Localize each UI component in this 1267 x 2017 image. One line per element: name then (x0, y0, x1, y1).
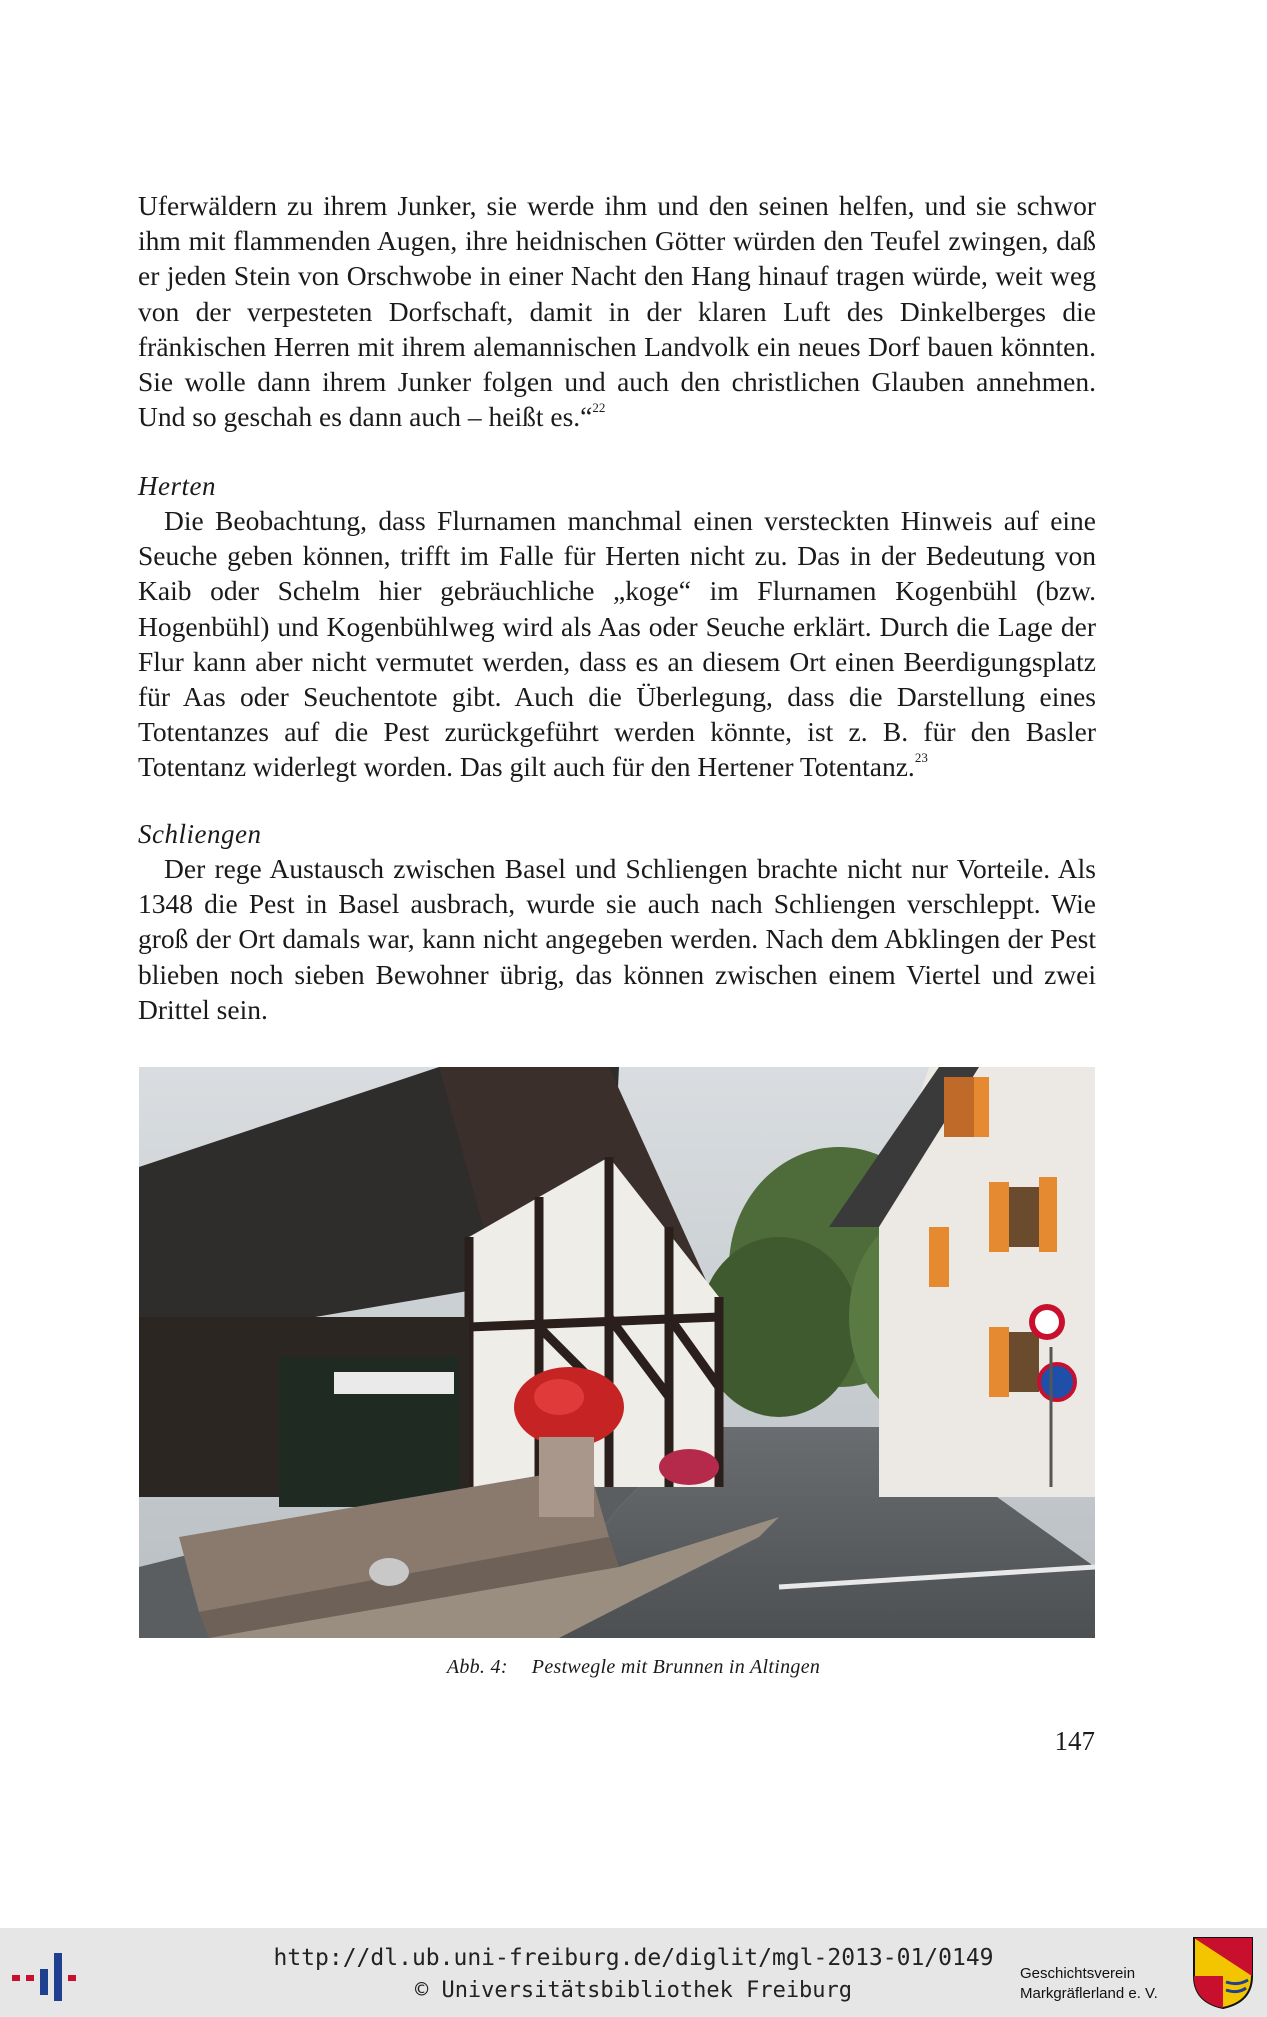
society-line-2: Markgräflerland e. V. (1020, 1985, 1158, 2002)
coat-of-arms-icon (1192, 1936, 1254, 2010)
caption-text: Pestwegle mit Brunnen in Altingen (531, 1656, 821, 1678)
herten-paragraph: Die Beobachtung, dass Flurnamen manchmal einen versteckten Hinweis auf eine Seuche geben können, trifft im Falle für Herten nicht zu. Das in der Bedeutung von Kaib oder Schelm hier gebräuchliche „koge“ im Flurnamen Kogenbühl (bzw. Hogenbühl) und Kogenbühlweg wird als Aas oder Seuche erklärt. Durch die Lage der Flur kann aber nicht vermutet werden, dass es an diesem Ort einen Beerdigungsplatz für Aas oder Seuchentote gibt. Auch die Überlegung, dass die Darstellung eines Totentanzes auf die Pest zurückgeführt werden könnte, ist z. B. für den Basler Totentanz widerlegt worden. Das gilt auch für den Hertener Totentanz.$^{23}$ (138, 505, 1096, 783)
photo-half-timbered-house (139, 1067, 1095, 1638)
heading-herten: Herten (138, 471, 216, 501)
footer-bar (0, 1928, 1267, 2017)
footer-url-link[interactable]: http://dl.ub.uni-freiburg.de/diglit/mgl-2013-01/0149 (273, 1945, 994, 1971)
heading-schliengen: Schliengen (138, 819, 262, 849)
page-number: 147 (1054, 1726, 1095, 1756)
footnote-ref-23[interactable]: 23 (914, 750, 928, 766)
schliengen-paragraph: Der rege Austausch zwischen Basel und Schliengen brachte nicht nur Vorteile. Als 1348 die Pest in Basel ausbrach, wurde sie auch nach Schliengen verschleppt. Wie groß der Ort damals war, kann nicht angegeben werden. Nach dem Abklingen der Pest blieben noch sieben Bewohner übrig, das können zwischen einem Viertel und zwei Drittel sein. (138, 853, 1096, 1025)
caption-label: Abb. 4: (446, 1656, 508, 1678)
society-name (1020, 1964, 1158, 2004)
society-line-1: Geschichtsverein (1020, 1965, 1136, 1982)
footnote-ref-22[interactable]: 22 (592, 400, 606, 416)
footer-copyright: © Universitätsbibliothek Freiburg (414, 1978, 853, 2003)
intro-paragraph: Uferwäldern zu ihrem Junker, sie werde ihm und den seinen helfen, und sie schwor ihm mit flammenden Augen, ihre heidnischen Götter würden den Teufel zwingen, daß er jeden Stein von Orschwobe in einer Nacht den Hang hinauf tragen würde, weit weg von der verpesteten Dorfschaft, damit in der klaren Luft des Dinkelberges die fränkischen Herren mit ihrem alemannischen Landvolk ein neues Dorf bauen könnten. Sie wolle dann ihrem Junker folgen und auch den christlichen Glauben annehmen. Und so geschah es dann auch – heißt es.“$^{22}$ (138, 190, 1096, 433)
figure-caption (0, 1656, 1267, 1679)
